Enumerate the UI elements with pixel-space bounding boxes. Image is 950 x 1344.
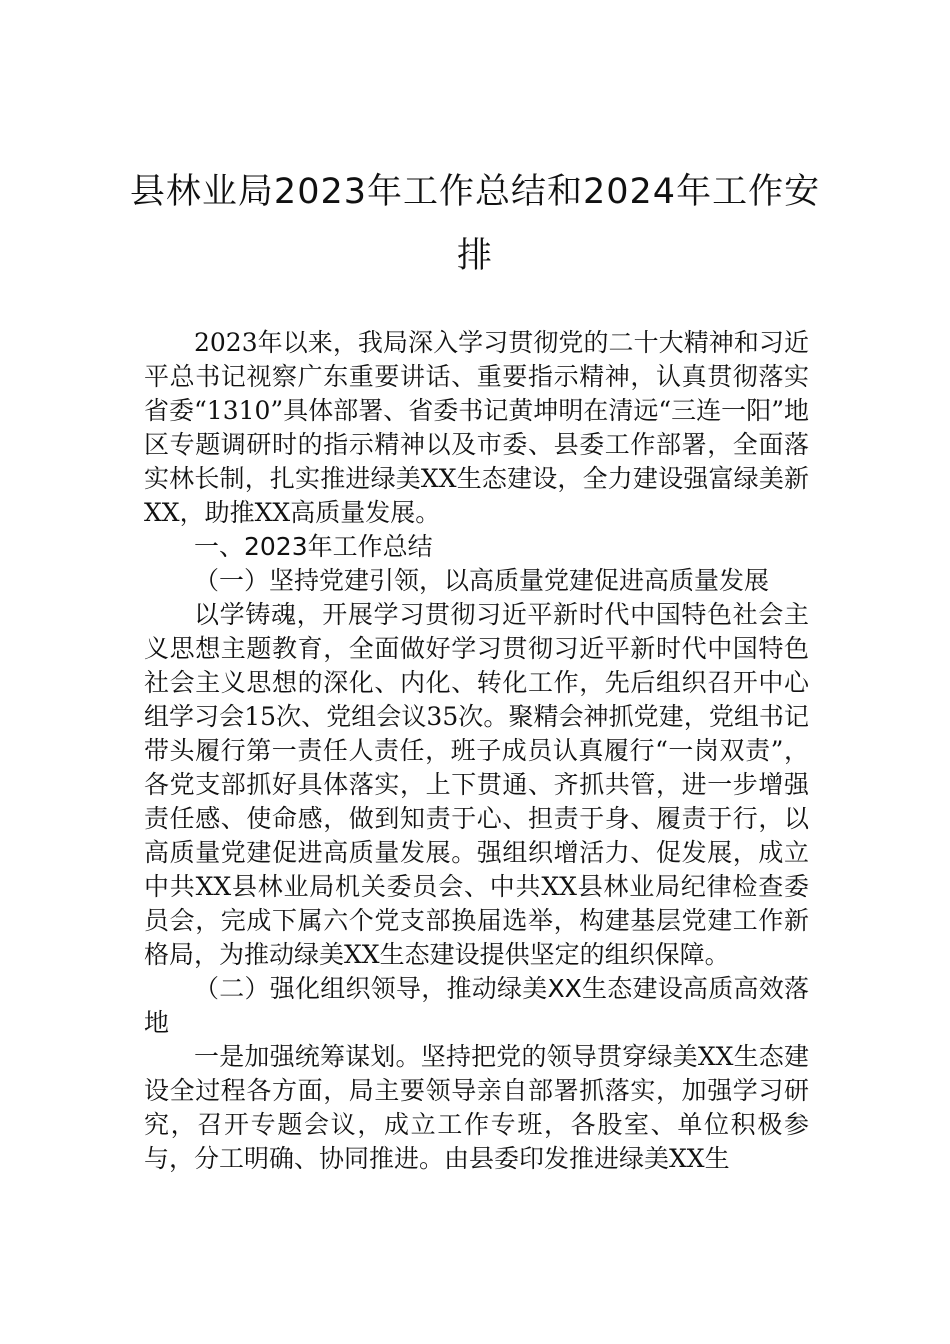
document-title: 县林业局2023年工作总结和2024年工作安排 bbox=[129, 172, 821, 276]
body-paragraph: 一是加强统筹谋划。坚持把党的领导贯穿绿美XX生态建设全过程各方面，局主要领导亲自部署抓落实，加强学习研究，召开专题会议，成立工作专班，各股室、单位积极参与，分工明确、协同推进。由县委印发推进绿美XX生 bbox=[144, 1042, 809, 1173]
subsection-heading-2: （二）强化组织领导，推动绿美XX生态建设高质高效落地 bbox=[144, 974, 809, 1037]
intro-paragraph: 2023年以来，我局深入学习贯彻党的二十大精神和习近平总书记视察广东重要讲话、重要指示精神，认真贯彻落实省委“1310”具体部署、省委书记黄坤明在清远“三连一阳”地区专题调研时的指示精神以及市委、县委工作部署，全面落实林长制，扎实推进绿美XX生态建设，全力建设强富绿美新XX，助推XX高质量发展。 bbox=[144, 328, 809, 527]
document-body bbox=[144, 326, 809, 1176]
body-paragraph: 以学铸魂，开展学习贯彻习近平新时代中国特色社会主义思想主题教育，全面做好学习贯彻习近平新时代中国特色社会主义思想的深化、内化、转化工作，先后组织召开中心组学习会15次、党组会议35次。聚精会神抓党建，党组书记带头履行第一责任人责任，班子成员认真履行“一岗双责”，各党支部抓好具体落实，上下贯通、齐抓共管，进一步增强责任感、使命感，做到知责于心、担责于身、履责于行，以高质量党建促进高质量发展。强组织增活力、促发展，成立中共XX县林业局机关委员会、中共XX县林业局纪律检查委员会，完成下属六个党支部换届选举，构建基层党建工作新格局，为推动绿美XX生态建设提供坚定的组织保障。 bbox=[144, 600, 809, 969]
subsection-heading-1: （一）坚持党建引领，以高质量党建促进高质量发展 bbox=[194, 566, 770, 595]
section-heading-1: 一、2023年工作总结 bbox=[194, 532, 433, 561]
